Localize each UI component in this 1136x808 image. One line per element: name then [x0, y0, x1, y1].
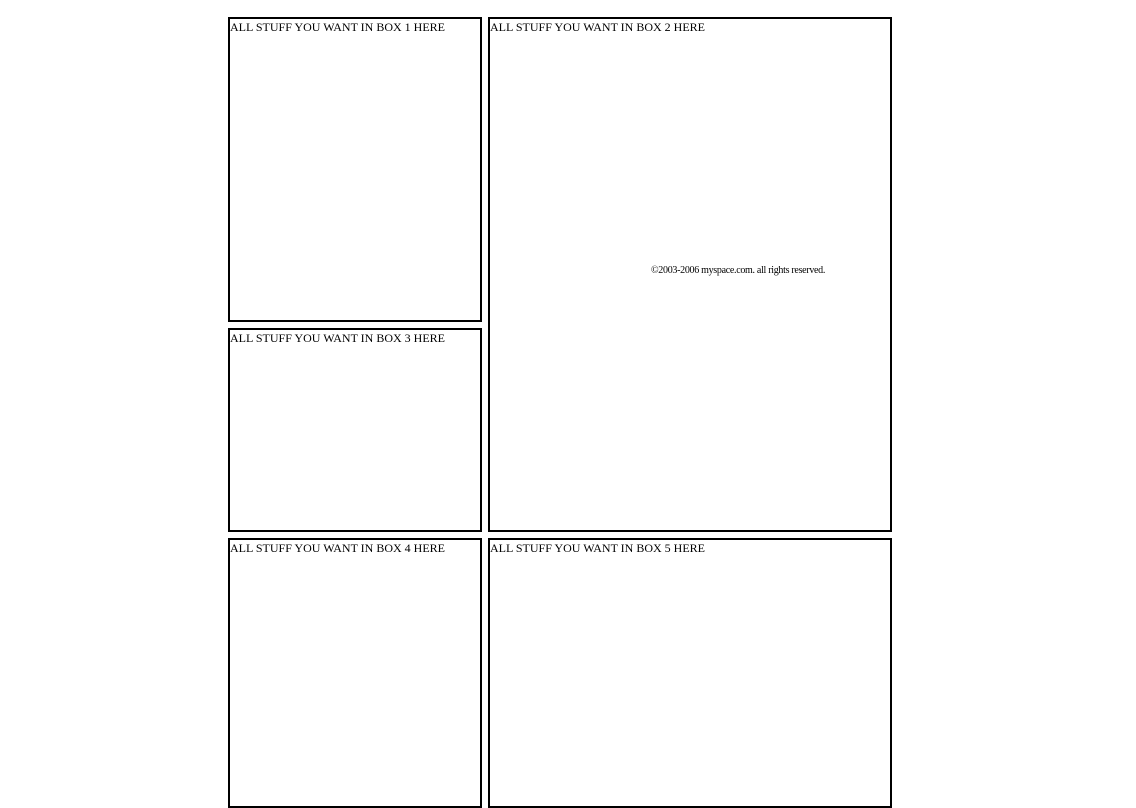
content-box-2	[488, 17, 892, 532]
box-3-label: ALL STUFF YOU WANT IN BOX 3 HERE	[230, 331, 446, 345]
content-box-5	[488, 538, 892, 808]
content-box-4	[228, 538, 482, 808]
box-1-label: ALL STUFF YOU WANT IN BOX 1 HERE	[230, 20, 446, 34]
content-box-1	[228, 17, 482, 322]
box-4-label: ALL STUFF YOU WANT IN BOX 4 HERE	[230, 541, 446, 555]
content-box-3	[228, 328, 482, 532]
box-2-label: ALL STUFF YOU WANT IN BOX 2 HERE	[490, 20, 706, 34]
box-5-label: ALL STUFF YOU WANT IN BOX 5 HERE	[490, 541, 706, 555]
copyright-notice: ©2003-2006 myspace.com. all rights reserved.	[651, 265, 826, 276]
